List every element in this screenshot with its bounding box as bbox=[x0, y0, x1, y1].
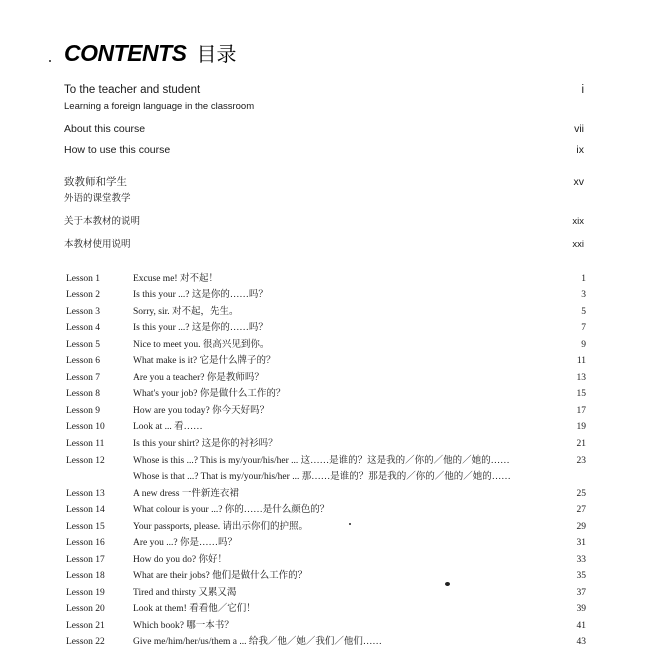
lesson-page-number: 21 bbox=[576, 439, 586, 449]
lesson-number: Lesson 21 bbox=[66, 621, 105, 631]
title-english: CONTENTS bbox=[64, 40, 187, 66]
lesson-title: Tired and thirsty 又累又渴 bbox=[133, 588, 237, 598]
lesson-title: Which book? 哪一本书？ bbox=[133, 621, 234, 631]
lesson-number: Lesson 9 bbox=[66, 406, 101, 416]
lesson-row[interactable] bbox=[66, 305, 586, 319]
lesson-number: Lesson 12 bbox=[66, 456, 105, 466]
lesson-row[interactable] bbox=[66, 387, 586, 401]
lesson-row[interactable] bbox=[66, 338, 586, 352]
toc-entry-learning[interactable] bbox=[64, 100, 584, 114]
toc-page-number: ix bbox=[576, 144, 584, 156]
lesson-row[interactable] bbox=[66, 487, 586, 501]
toc-page-number: i bbox=[581, 84, 584, 96]
lesson-row[interactable] bbox=[66, 371, 586, 385]
toc-entry-title: To the teacher and student bbox=[64, 84, 201, 96]
toc-entry-title: How to use this course bbox=[64, 144, 171, 156]
lesson-row[interactable] bbox=[66, 420, 586, 434]
lesson-row-continued[interactable] bbox=[66, 470, 586, 484]
lesson-page-number: 15 bbox=[576, 389, 586, 399]
lesson-row[interactable] bbox=[66, 321, 586, 335]
lesson-title: Give me/him/her/us/them a ... 给我／他／她／我们／他们…… bbox=[133, 637, 382, 647]
lesson-title: What colour is your ...? 你的……是什么颜色的？ bbox=[133, 505, 330, 515]
lesson-title: Look at ... 看…… bbox=[133, 422, 203, 432]
lesson-number: Lesson 2 bbox=[66, 290, 101, 300]
toc-page-number: xix bbox=[572, 216, 584, 227]
lesson-title: Are you ...? 你是……吗？ bbox=[133, 538, 237, 548]
lesson-number: Lesson 13 bbox=[66, 489, 105, 499]
lesson-row[interactable] bbox=[66, 619, 586, 633]
lesson-number: Lesson 16 bbox=[66, 538, 105, 548]
lesson-title: What make is it? 它是什么牌子的？ bbox=[133, 356, 276, 366]
lesson-page-number: 11 bbox=[576, 356, 586, 366]
toc-entry-title: 关于本教材的说明 bbox=[64, 216, 141, 227]
lesson-number: Lesson 6 bbox=[66, 356, 101, 366]
lesson-page-number: 23 bbox=[576, 456, 586, 466]
lesson-title: What's your job? 你是做什么工作的？ bbox=[133, 389, 286, 399]
lesson-number: Lesson 15 bbox=[66, 522, 105, 532]
toc-entry-zh-classroom[interactable] bbox=[64, 192, 584, 206]
lesson-row[interactable] bbox=[66, 272, 586, 286]
lesson-title: How do you do? 你好！ bbox=[133, 555, 227, 565]
lesson-row[interactable] bbox=[66, 602, 586, 616]
lesson-row[interactable] bbox=[66, 536, 586, 550]
toc-entry-how-to-use[interactable] bbox=[64, 143, 584, 157]
toc-entry-zh-about-course[interactable] bbox=[64, 215, 584, 229]
lesson-page-number: 13 bbox=[576, 373, 586, 383]
toc-entry-zh-how-to-use[interactable] bbox=[64, 238, 584, 252]
lesson-page-number: 17 bbox=[576, 406, 586, 416]
lesson-number: Lesson 3 bbox=[66, 307, 101, 317]
lesson-title: How are you today? 你今天好吗？ bbox=[133, 406, 270, 416]
toc-entry-title: 本教材使用说明 bbox=[64, 239, 131, 250]
lesson-number: Lesson 10 bbox=[66, 422, 105, 432]
lesson-page-number: 9 bbox=[581, 340, 586, 350]
lesson-title: Look at them! 看看他／它们！ bbox=[133, 604, 256, 614]
lesson-number: Lesson 17 bbox=[66, 555, 105, 565]
lesson-page-number: 7 bbox=[581, 323, 586, 333]
toc-entry-title: About this course bbox=[64, 123, 146, 135]
lesson-title: A new dress 一件新连衣裙 bbox=[133, 489, 239, 499]
lesson-page-number: 27 bbox=[576, 505, 586, 515]
lesson-number: Lesson 11 bbox=[66, 439, 105, 449]
lesson-row[interactable] bbox=[66, 503, 586, 517]
toc-page-number: xv bbox=[573, 176, 584, 188]
scan-speck bbox=[49, 60, 51, 62]
lesson-row[interactable] bbox=[66, 635, 586, 649]
lesson-number: Lesson 7 bbox=[66, 373, 101, 383]
lesson-title: Nice to meet you. 很高兴见到你。 bbox=[133, 340, 270, 350]
lesson-row[interactable] bbox=[66, 354, 586, 368]
lesson-page-number: 25 bbox=[576, 489, 586, 499]
lesson-number: Lesson 20 bbox=[66, 604, 105, 614]
lesson-row[interactable] bbox=[66, 288, 586, 302]
title-chinese: 目录 bbox=[196, 44, 237, 66]
lesson-row[interactable] bbox=[66, 586, 586, 600]
lesson-page-number: 29 bbox=[576, 522, 586, 532]
lesson-page-number: 43 bbox=[576, 637, 586, 647]
lesson-row[interactable] bbox=[66, 520, 586, 534]
toc-page-number: vii bbox=[574, 123, 584, 135]
lesson-title: Whose is this ...? This is my/your/his/her ... 这……是谁的？这是我的／你的／他的／她的…… bbox=[133, 456, 510, 466]
toc-entry-title: 外语的课堂教学 bbox=[64, 193, 131, 204]
lesson-number: Lesson 22 bbox=[66, 637, 105, 647]
lesson-title: Is this your ...? 这是你的……吗？ bbox=[133, 290, 268, 300]
lesson-number: Lesson 1 bbox=[66, 274, 101, 284]
lesson-title: Is this your ...? 这是你的……吗？ bbox=[133, 323, 268, 333]
lesson-page-number: 35 bbox=[576, 571, 586, 581]
lesson-page-number: 19 bbox=[576, 422, 586, 432]
lesson-row[interactable] bbox=[66, 454, 586, 468]
lesson-row[interactable] bbox=[66, 569, 586, 583]
lesson-row[interactable] bbox=[66, 437, 586, 451]
lesson-number: Lesson 14 bbox=[66, 505, 105, 515]
lesson-number: Lesson 19 bbox=[66, 588, 105, 598]
lesson-page-number: 37 bbox=[576, 588, 586, 598]
lesson-number: Lesson 5 bbox=[66, 340, 101, 350]
toc-entry-title: 致教师和学生 bbox=[64, 176, 127, 188]
lesson-title: Excuse me! 对不起！ bbox=[133, 274, 218, 284]
lesson-title: What are their jobs? 他们是做什么工作的？ bbox=[133, 571, 308, 581]
lesson-page-number: 3 bbox=[581, 290, 586, 300]
lesson-number: Lesson 4 bbox=[66, 323, 101, 333]
page-title bbox=[64, 38, 237, 67]
lesson-page-number: 5 bbox=[581, 307, 586, 317]
lesson-number: Lesson 18 bbox=[66, 571, 105, 581]
lesson-page-number: 33 bbox=[576, 555, 586, 565]
lesson-page-number: 31 bbox=[576, 538, 586, 548]
toc-page-number: xxi bbox=[572, 239, 584, 250]
lesson-number: Lesson 8 bbox=[66, 389, 101, 399]
toc-entry-teacher-student[interactable] bbox=[64, 83, 584, 97]
lesson-page-number: 1 bbox=[581, 274, 586, 284]
lesson-title: Is this your shirt? 这是你的衬衫吗？ bbox=[133, 439, 278, 449]
lesson-title: Are you a teacher? 你是教师吗？ bbox=[133, 373, 264, 383]
lesson-title: Whose is that ...? That is my/your/his/her ... 那……是谁的？那是我的／你的／他的／她的…… bbox=[133, 472, 511, 482]
lesson-page-number: 39 bbox=[576, 604, 586, 614]
toc-entry-zh-teacher-student[interactable] bbox=[64, 175, 584, 189]
lesson-row[interactable] bbox=[66, 404, 586, 418]
toc-entry-title: Learning a foreign language in the classroom bbox=[64, 101, 255, 112]
lesson-page-number: 41 bbox=[576, 621, 586, 631]
lesson-title: Your passports, please. 请出示你们的护照。 bbox=[133, 522, 309, 532]
lesson-row[interactable] bbox=[66, 553, 586, 567]
toc-entry-about-course[interactable] bbox=[64, 122, 584, 136]
lesson-title: Sorry, sir. 对不起，先生。 bbox=[133, 307, 239, 317]
